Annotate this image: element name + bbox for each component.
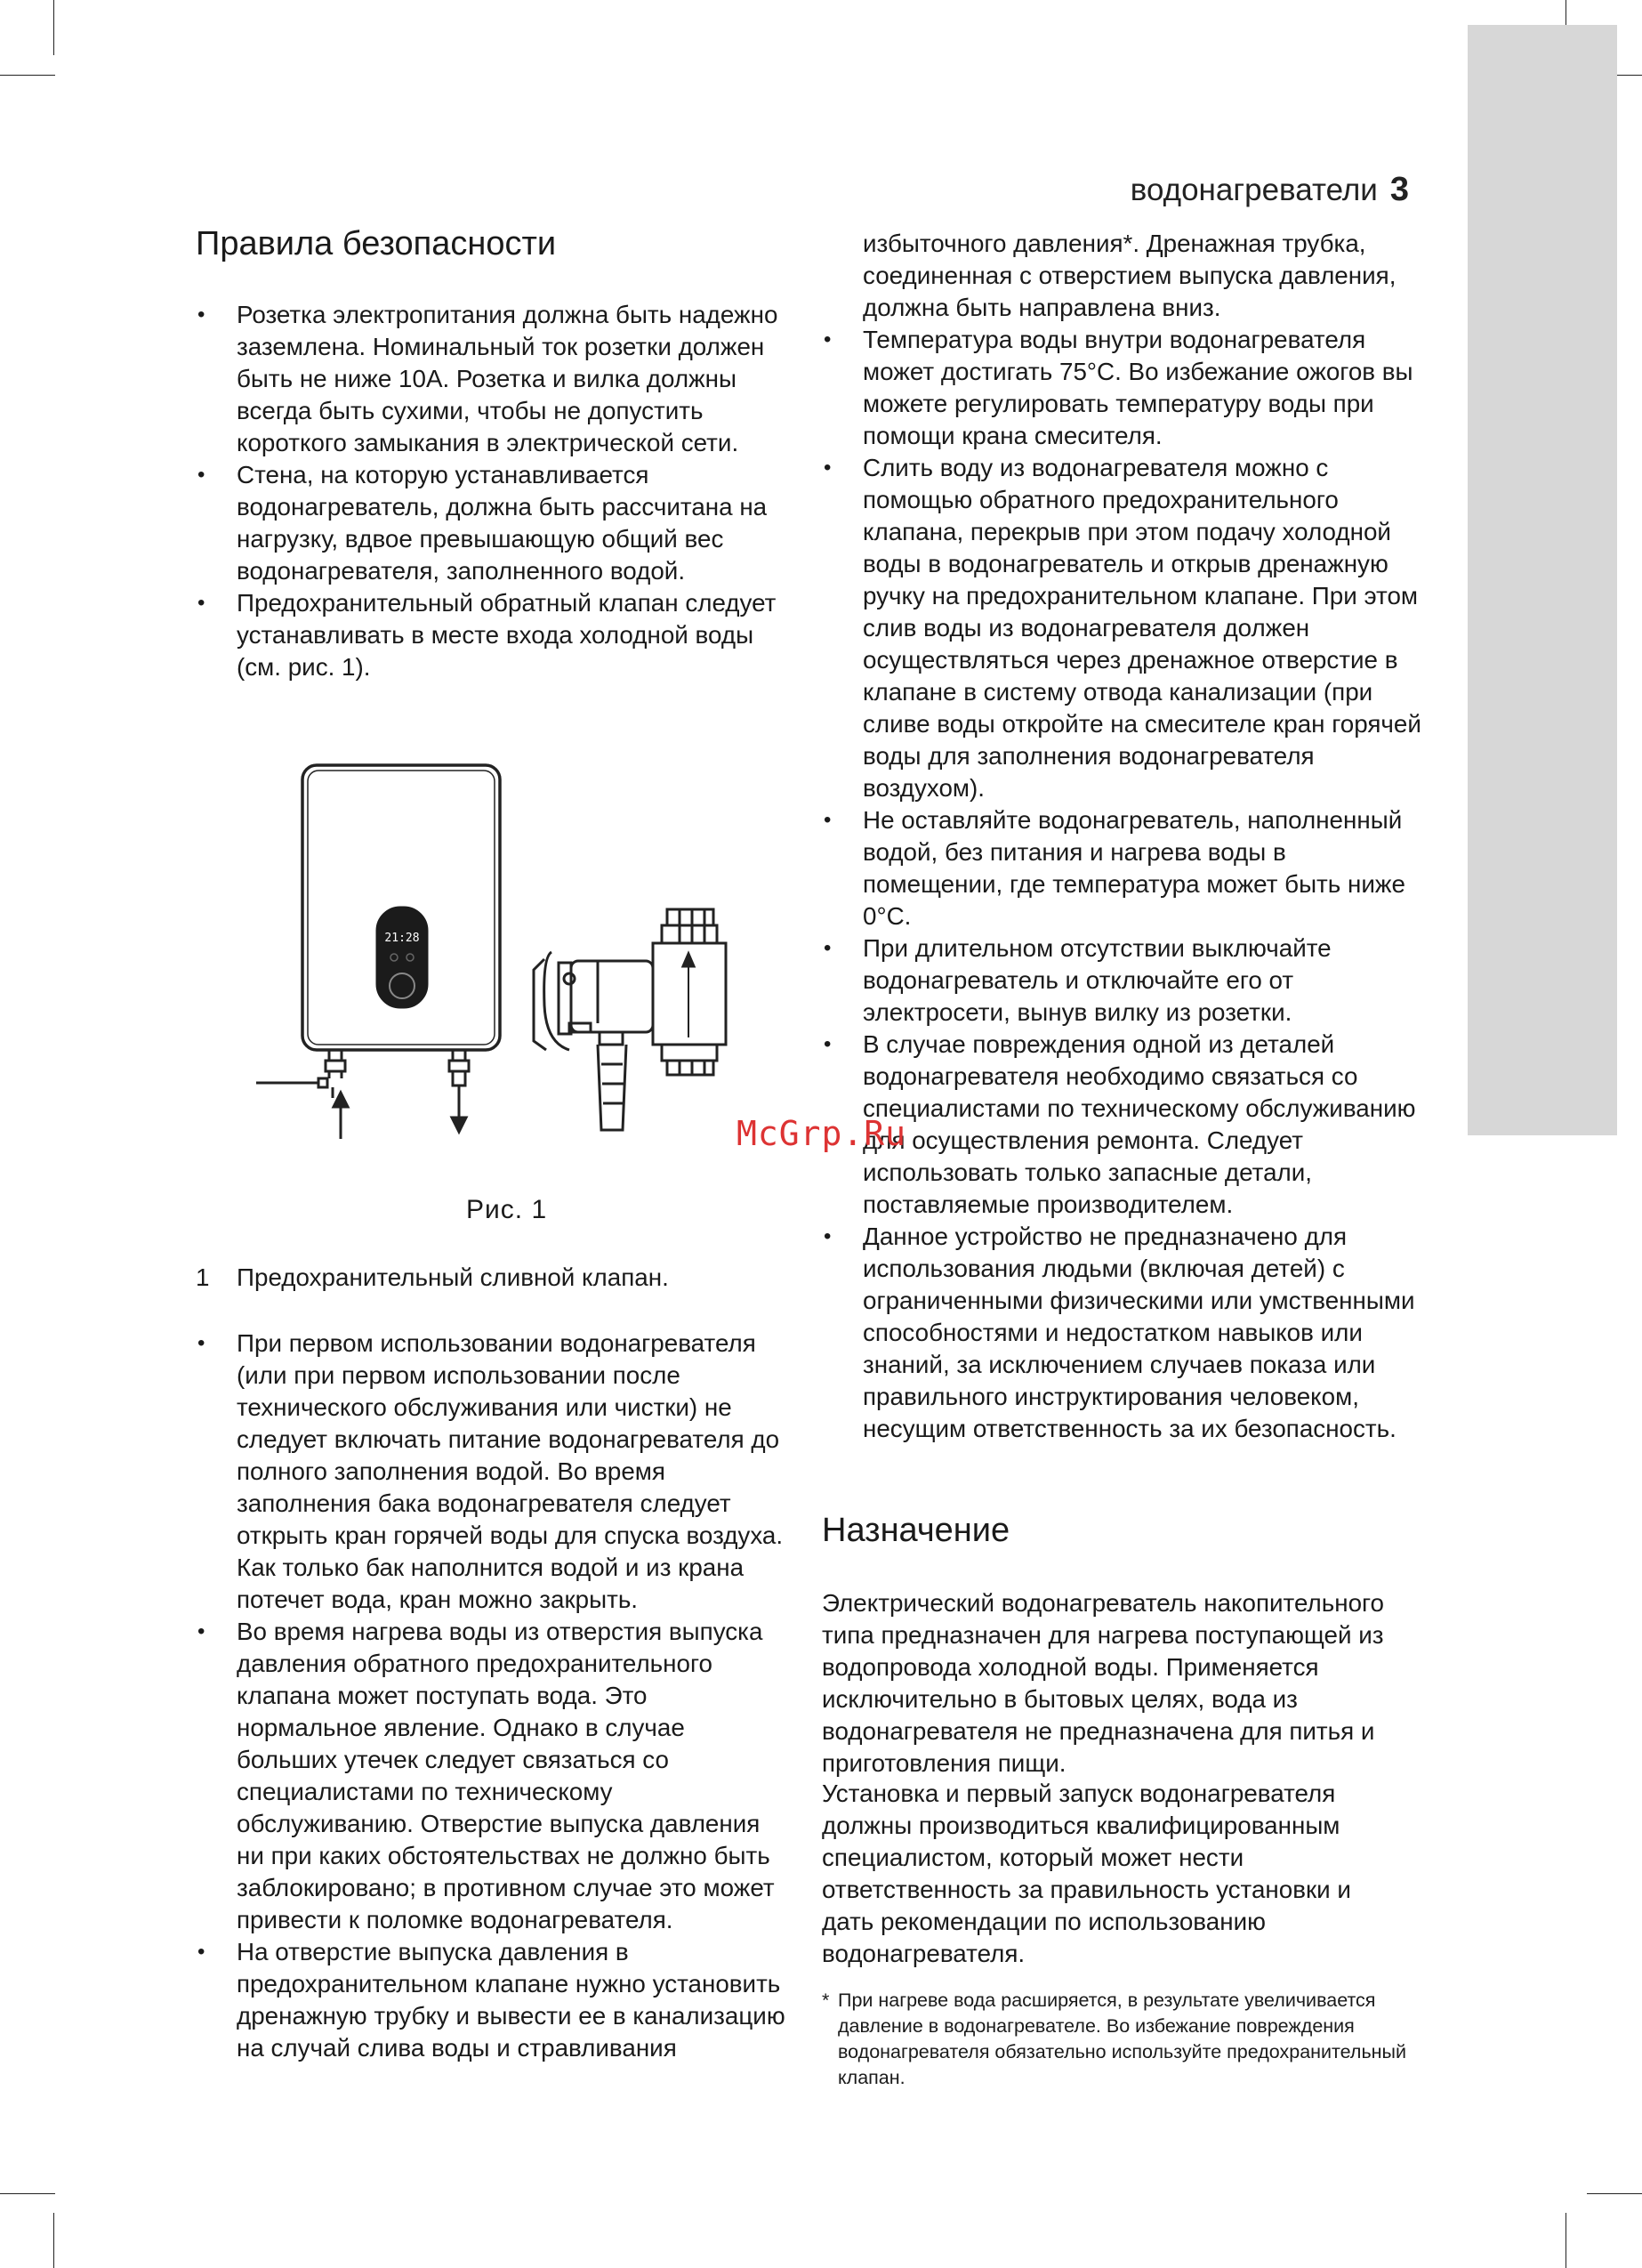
section-heading-purpose: Назначение: [822, 1512, 1010, 1549]
safety-valve: [534, 909, 726, 1130]
list-item: • При длительном отсутствии выключайте водонагреватель и отключайте его от электросети, вынув вилку из розетки.: [824, 934, 1332, 1026]
legend-number: 1: [196, 1263, 210, 1291]
bullet-icon: •: [824, 327, 832, 351]
bullet-icon: •: [824, 808, 832, 832]
page-header: [1131, 171, 1409, 209]
figure-legend: [196, 1262, 669, 1294]
crop-mark: [53, 2213, 54, 2268]
bullet-icon: •: [824, 456, 832, 480]
list-item: • Во время нагрева воды из отверстия выпуска давления обратного предохранительного клапана может поступать вода. Это нормальное явление. Однако в случае больших утечек следует связаться со специалистами по техническому обслуживанию. Отверстие выпуска давления ни при каких обстоятельствах не должно быть заблокировано; в противном случае это может привести к поломке водонагревателя.: [197, 1618, 775, 1933]
display-time: 21:28: [384, 932, 420, 945]
bullet-icon: •: [197, 1331, 205, 1355]
bullet-icon: •: [197, 1940, 205, 1964]
safety-list-bottom: [196, 1328, 792, 2064]
figure-caption: Рис. 1: [466, 1195, 548, 1224]
list-item: • Розетка электропитания должна быть надежно заземлена. Номинальный ток розетки должен быть не ниже 10А. Розетка и вилка должны всегда быть сухими, чтобы не допустить короткого замыкания в электрической сети.: [197, 301, 778, 456]
bullet-icon: •: [197, 303, 205, 327]
footnote-mark: *: [822, 1990, 830, 2011]
list-item: • В случае повреждения одной из деталей водонагревателя необходимо связаться со специалистами по техническому обслуживанию для осуществления ремонта. Следует использовать только запасные детали, поставляемые производителем.: [824, 1030, 1416, 1218]
safety-list-right: [822, 324, 1427, 1445]
figure-water-heater: [249, 756, 818, 1148]
section-heading-safety: Правила безопасности: [196, 225, 557, 262]
crop-mark: [0, 75, 55, 76]
safety-list-top: [196, 299, 792, 683]
list-item: • На отверстие выпуска давления в предохранительном клапане нужно установить дренажную трубку и вывести ее в канализацию на случай слива воды и стравливания: [197, 1938, 785, 2062]
control-panel: [377, 908, 427, 1007]
bullet-icon: •: [824, 1224, 832, 1248]
bullet-icon: •: [197, 591, 205, 615]
list-item: • Не оставляйте водонагреватель, наполненный водой, без питания и нагрева воды в помещении, где температура может быть ниже 0°С.: [824, 806, 1405, 930]
list-item: • Предохранительный обратный клапан следует устанавливать в месте входа холодной воды (см. рис. 1).: [197, 589, 777, 681]
bullet-icon: •: [197, 463, 205, 487]
list-item: • Температура воды внутри водонагревателя может достигать 75°С. Во избежание ожогов вы можете регулировать температуру воды при помощи крана смесителя.: [824, 326, 1413, 449]
header-title: водонагреватели: [1130, 173, 1378, 207]
list-item: • Слить воду из водонагревателя можно с помощью обратного предохранительного клапана, перекрыв при этом подачу холодной воды в водонагреватель и открыв дренажную ручку на предохранительном клапане. При этом слив воды из водонагревателя должен осуществляться через дренажное отверстие в клапане в систему отвода канализации (при сливе воды откройте на смесителе кран горячей воды для заполнения водонагревателя воздухом).: [824, 454, 1421, 802]
continued-paragraph: избыточного давления*. Дренажная трубка, соединенная с отверстием выпуска давления, должна быть направлена вниз.: [863, 230, 1397, 321]
crop-mark: [1587, 2193, 1642, 2194]
page-number: 3: [1389, 171, 1409, 208]
list-item: • Данное устройство не предназначено для использования людьми (включая детей) с ограниченными физическими или умственными способностями и недостатком навыков или знаний, за исключением случаев показа или правильного инструктирования человеком, несущим ответственность за их безопасность.: [824, 1223, 1415, 1442]
bullet-icon: •: [197, 1619, 205, 1643]
crop-mark: [0, 2193, 55, 2194]
list-item: • При первом использовании водонагревателя (или при первом использовании после технического обслуживания или чистки) не следует включать питание водонагревателя до полного заполнения водой. Во время заполнения бака водонагревателя следует открыть кран горячей воды для спуска воздуха. Как только бак наполнится водой и из крана потечет вода, кран можно закрыть.: [197, 1329, 784, 1613]
bullet-icon: •: [824, 936, 832, 960]
footnote-text: При нагреве вода расширяется, в результате увеличивается давление в водонагревателе. Во избежание повреждения водонагревателя обязательно используйте предохранительный клапан.: [838, 1990, 1406, 2088]
legend-text: Предохранительный сливной клапан.: [237, 1263, 669, 1291]
crop-mark: [53, 0, 54, 55]
section-tab: [1468, 25, 1617, 1135]
bullet-icon: •: [824, 1032, 832, 1056]
watermark: McGrp.Ru: [736, 1114, 907, 1153]
purpose-paragraph-2: Установка и первый запуск водонагревателя должны производиться квалифицированным специалистом, который может нести ответственность за правильность установки и дать рекомендации по использованию водонагревателя.: [822, 1780, 1351, 1967]
list-item: • Стена, на которую устанавливается водонагреватель, должна быть рассчитана на нагрузку, вдвое превышающую общий вес водонагревателя, заполненного водой.: [197, 461, 768, 585]
purpose-paragraph-1: Электрический водонагреватель накопительного типа предназначен для нагрева поступающей из водопровода холодной воды. Применяется исключительно в бытовых целях, вода из водонагревателя не предназначена для питья и приготовления пищи.: [822, 1589, 1385, 1777]
footnote: [822, 1988, 1425, 2091]
